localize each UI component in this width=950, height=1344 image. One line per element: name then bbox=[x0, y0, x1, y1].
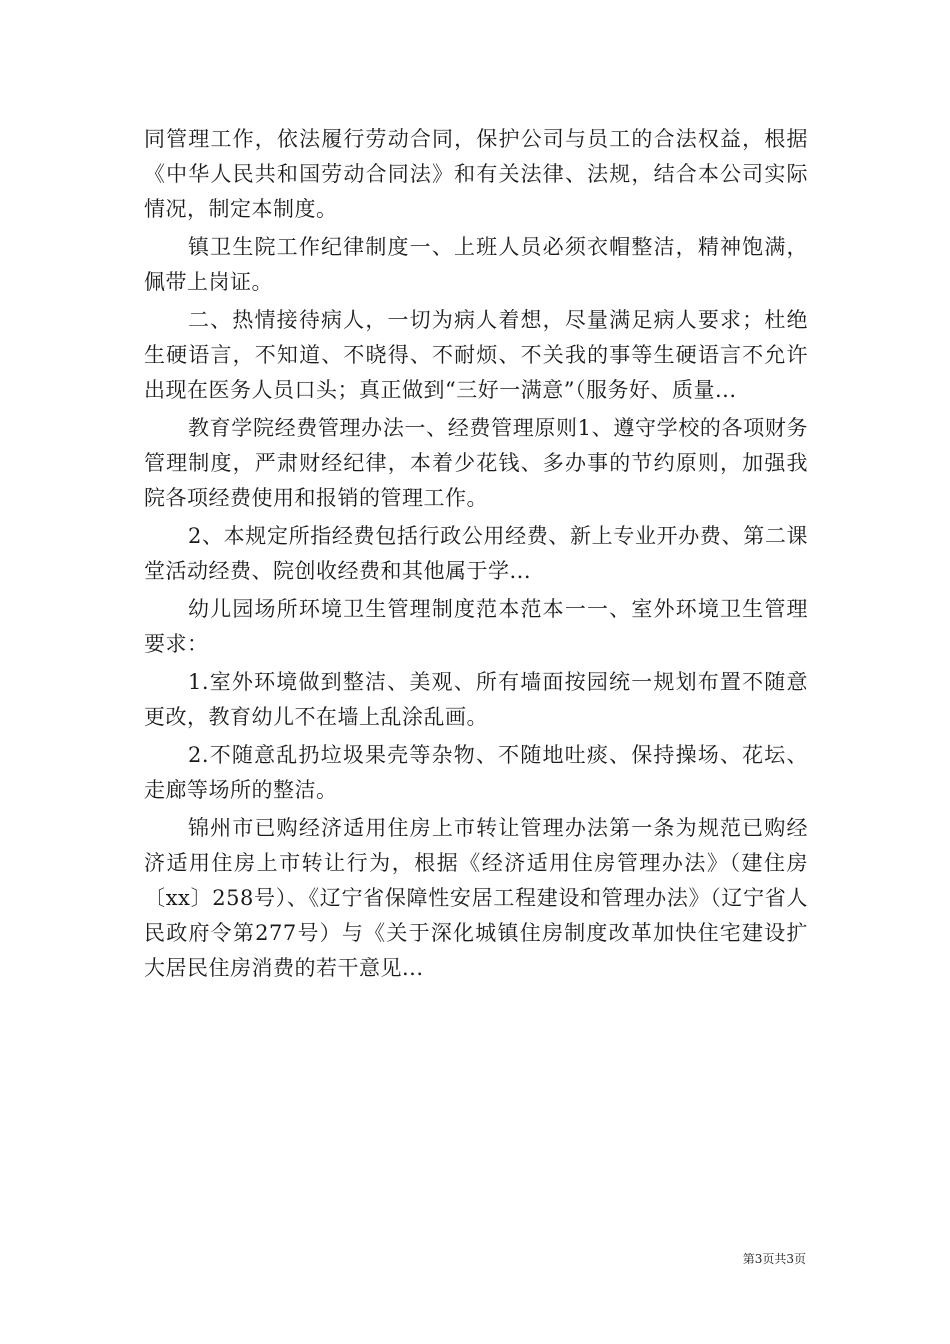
paragraph: 镇卫生院工作纪律制度一、上班人员必须衣帽整洁，精神饱满，佩带上岗证。 bbox=[144, 235, 808, 294]
document-body bbox=[144, 122, 808, 986]
paragraph: 幼儿园场所环境卫生管理制度范本范本一一、室外环境卫生管理要求： bbox=[144, 597, 808, 656]
paragraph: 锦州市已购经济适用住房上市转让管理办法第一条为规范已购经济适用住房上市转让行为，根据《经济适用住房管理办法》（建住房〔xx〕258号）、《辽宁省保障性安居工程建设和管理办法》（辽宁省人民政府令第277号）与《关于深化城镇住房制度改革加快住宅建设扩大居民住房消费的若干意见... bbox=[144, 816, 808, 980]
paragraph: 同管理工作，依法履行劳动合同，保护公司与员工的合法权益，根据《中华人民共和国劳动合同法》和有关法律、法规，结合本公司实际情况，制定本制度。 bbox=[144, 127, 808, 221]
page-number-footer: 第3页共3页 bbox=[742, 1252, 806, 1266]
paragraph: 二、热情接待病人，一切为病人着想，尽量满足病人要求；杜绝生硬语言，不知道、不晓得、不耐烦、不关我的事等生硬语言不允许出现在医务人员口头；真正做到“三好一满意”（服务好、质量... bbox=[144, 308, 808, 402]
paragraph: 2.不随意乱扔垃圾果壳等杂物、不随地吐痰、保持操场、花坛、走廊等场所的整洁。 bbox=[144, 743, 808, 802]
paragraph: 1.室外环境做到整洁、美观、所有墙面按园统一规划布置不随意更改，教育幼儿不在墙上乱涂乱画。 bbox=[144, 670, 808, 729]
paragraph: 2、本规定所指经费包括行政公用经费、新上专业开办费、第二课堂活动经费、院创收经费和其他属于学... bbox=[144, 524, 808, 583]
paragraph: 教育学院经费管理办法一、经费管理原则1、遵守学校的各项财务管理制度，严肃财经纪律，本着少花钱、多办事的节约原则，加强我院各项经费使用和报销的管理工作。 bbox=[144, 416, 808, 510]
